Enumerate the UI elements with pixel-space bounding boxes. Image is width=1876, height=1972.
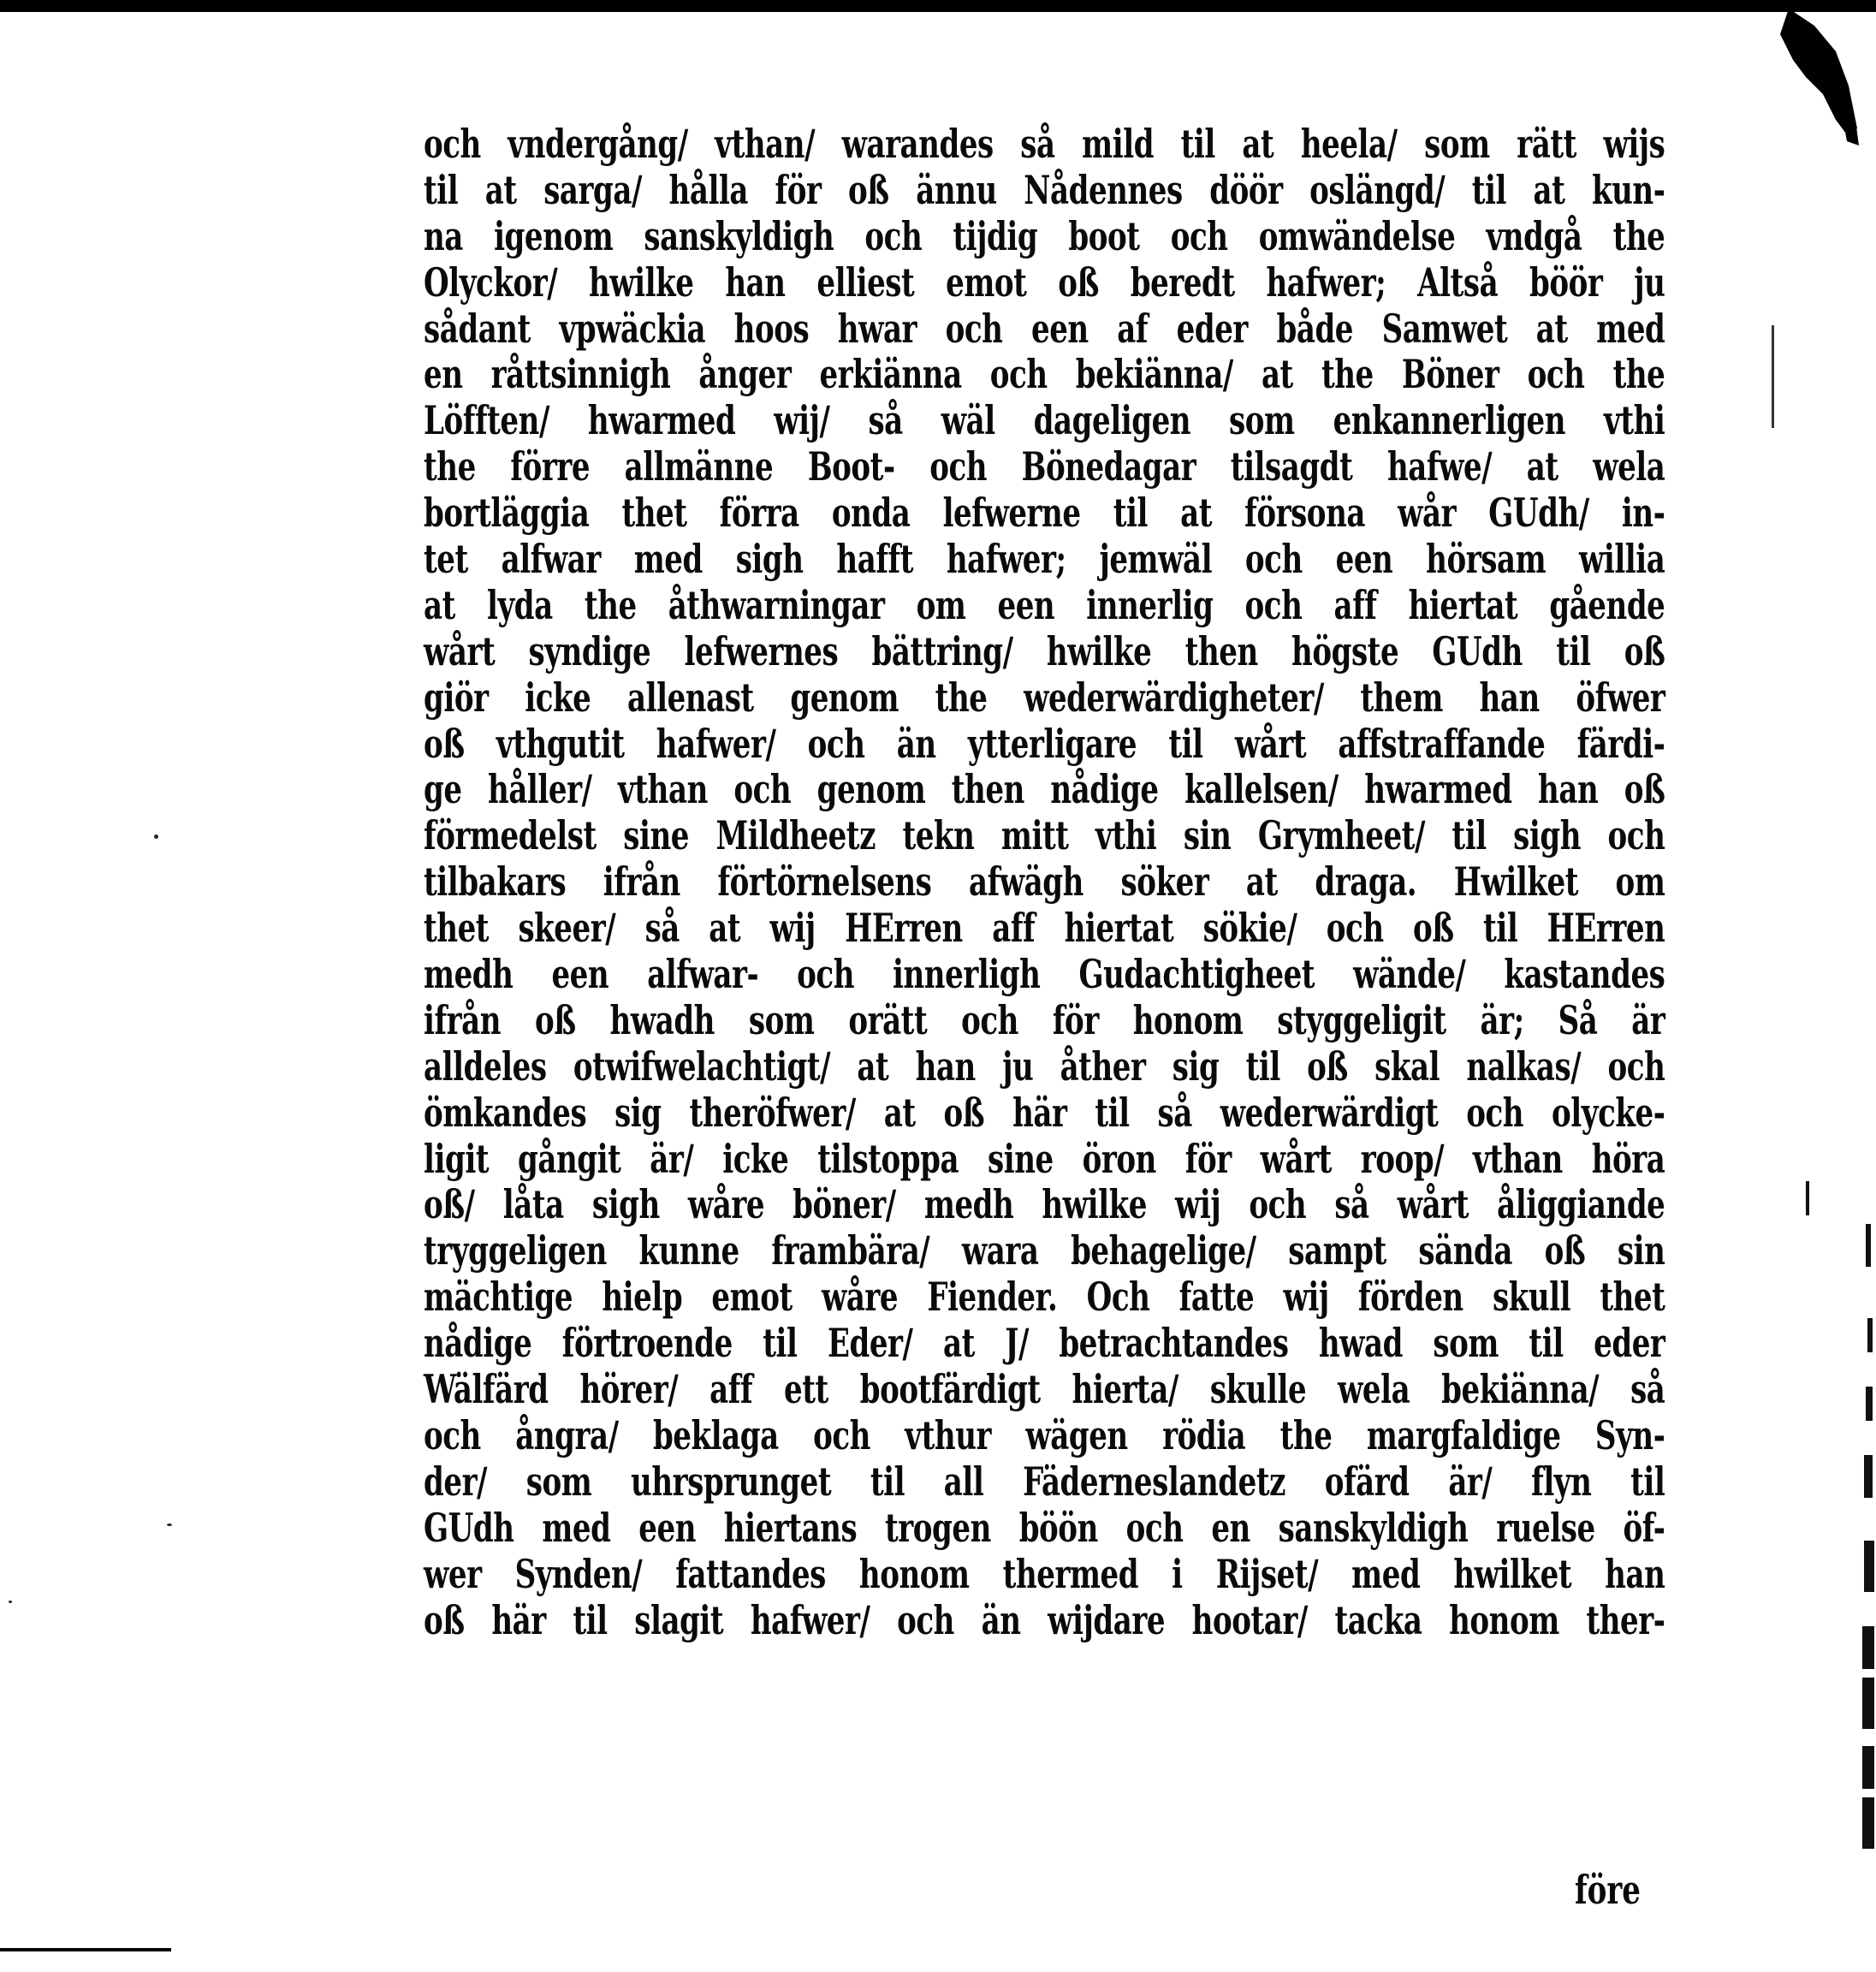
text-line: förmedelst sine Mildheetz tekn mitt vthi sin Grymheet/ til sigh och [424, 812, 1665, 859]
text-line: en råttsinnigh ånger erkiänna och bekiänna/ at the Böner och the [424, 351, 1665, 398]
text-line: Wälfärd hörer/ aff ett bootfärdigt hierta/ skulle wela bekiänna/ så [424, 1366, 1665, 1413]
text-line: Löfften/ hwarmed wij/ så wäl dageligen som enkannerligen vthi [424, 397, 1665, 444]
body-text [424, 122, 1665, 1643]
text-line: medh een alfwar- och innerligh Gudachtigheet wände/ kastandes [424, 951, 1665, 998]
ink-speck [9, 1601, 12, 1603]
ink-speck [154, 835, 158, 839]
text-line: ligit gångit är/ icke tilstoppa sine öron för wårt roop/ vthan höra [424, 1135, 1665, 1182]
text-line: at lyda the åthwarningar om een innerlig och aff hiertat gående [424, 581, 1665, 628]
ink-speck [167, 1524, 172, 1526]
text-line: oß vthgutit hafwer/ och än ytterligare til wårt affstraffande färdi- [424, 720, 1665, 767]
text-line: giör icke allenast genom the wederwärdigheter/ them han öfwer [424, 674, 1665, 721]
text-line: tryggeligen kunne frambära/ wara behagelige/ sampt sända oß sin [424, 1227, 1665, 1274]
page-top-edge [0, 0, 1876, 12]
text-line: ömkandes sig theröfwer/ at oß här til så wederwärdigt och olycke- [424, 1089, 1665, 1136]
text-line: tilbakars ifrån förtörnelsens afwägh söker at draga. Hwilket om [424, 858, 1665, 906]
text-line: oß/ låta sigh wåre böner/ medh hwilke wij och så wårt åliggiande [424, 1181, 1665, 1228]
text-line: ifrån oß hwadh som orätt och för honom styggeligit är; Så är [424, 996, 1665, 1043]
text-line: mächtige hielp emot wåre Fiender. Och fatte wij förden skull thet [424, 1274, 1665, 1321]
text-line: wårt syndige lefwernes bättring/ hwilke then högste GUdh til oß [424, 627, 1665, 674]
text-line: oß här til slagit hafwer/ och än wijdare hootar/ tacka honom ther- [424, 1596, 1665, 1643]
text-line: wer Synden/ fattandes honom thermed i Rijset/ med hwilket han [424, 1550, 1665, 1597]
text-line: til at sarga/ hålla för oß ännu Nådennes döör oslängd/ til at kun- [424, 166, 1665, 213]
text-line: Olyckor/ hwilke han elliest emot oß beredt hafwer; Altså böör ju [424, 258, 1665, 306]
text-line: der/ som uhrsprunget til all Fäderneslandetz ofärd är/ flyn til [424, 1458, 1665, 1505]
text-line: thet skeer/ så at wij HErren aff hiertat sökie/ och oß til HErren [424, 905, 1665, 952]
text-line: och ångra/ beklaga och vthur wägen rödia the margfaldige Syn- [424, 1411, 1665, 1458]
text-line: na igenom sanskyldigh och tijdig boot och omwändelse vndgå the [424, 212, 1665, 259]
text-line: och vndergång/ vthan/ warandes så mild til at heela/ som rätt wijs [424, 121, 1665, 167]
text-line: tet alfwar med sigh hafft hafwer; jemwäl och een hörsam willia [424, 536, 1665, 583]
text-line: nådige förtroende til Eder/ at J/ betrachtandes hwad som til eder [424, 1320, 1665, 1367]
bottom-edge-line [0, 1948, 171, 1951]
text-line: sådant vpwäckia hoos hwar och een af eder både Samwet at med [424, 305, 1665, 352]
catchword: före [1575, 1867, 1641, 1913]
text-line: the förre allmänne Boot- och Bönedagar tilsagdt hafwe/ at wela [424, 443, 1665, 490]
text-line: alldeles otwifwelachtigt/ at han ju åther sig til oß skal nalkas/ och [424, 1042, 1665, 1090]
binding-edge-marks [1754, 0, 1876, 1972]
text-line: GUdh med een hiertans trogen böön och en sanskyldigh ruelse öf- [424, 1504, 1665, 1551]
text-line: ge håller/ vthan och genom then nådige kallelsen/ hwarmed han oß [424, 766, 1665, 813]
text-line: bortläggia thet förra onda lefwerne til at försona wår GUdh/ in- [424, 490, 1665, 537]
